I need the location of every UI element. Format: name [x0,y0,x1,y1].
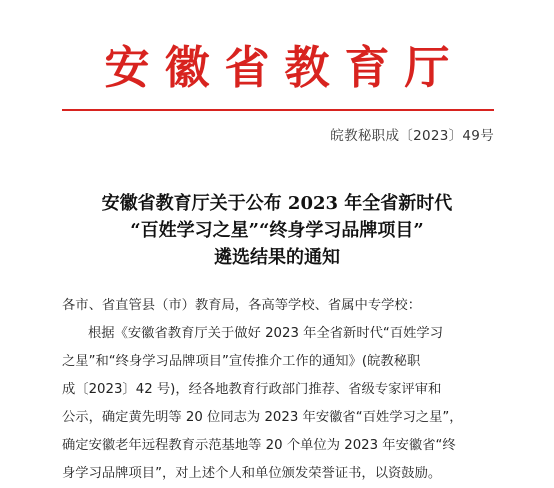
body-line: 之星”和“终身学习品牌项目”宣传推介工作的通知》(皖教秘职 [62,354,421,369]
body-line: 成〔2023〕42 号)，经各地教育行政部门推荐、省级专家评审和 [62,382,442,397]
notice-title [0,190,554,271]
title-line: 遴选结果的通知 [214,247,340,268]
title-line: “百姓学习之星”“终身学习品牌项目” [130,220,424,241]
body-line: 根据《安徽省教育厅关于做好 2023 年全省新时代“百姓学习 [88,326,444,341]
red-divider [62,109,494,111]
title-line: 安徽省教育厅关于公布 2023 年全省新时代 [101,193,453,214]
body-line: 确定安徽老年远程教育示范基地等 20 个单位为 2023 年安徽省“终 [62,438,456,453]
body-line: 身学习品牌项目”，对上述个人和单位颁发荣誉证书，以资鼓励。 [62,466,442,481]
body-line: 公示，确定黄先明等 20 位同志为 2023 年安徽省“百姓学习之星”， [62,410,463,425]
document-number: 皖教秘职成〔2023〕49号 [330,128,494,144]
masthead-title: 安徽省教育厅 [104,41,465,94]
notice-body [62,292,502,488]
salutation: 各市、省直管县（市）教育局，各高等学校、省属中专学校： [62,298,422,313]
